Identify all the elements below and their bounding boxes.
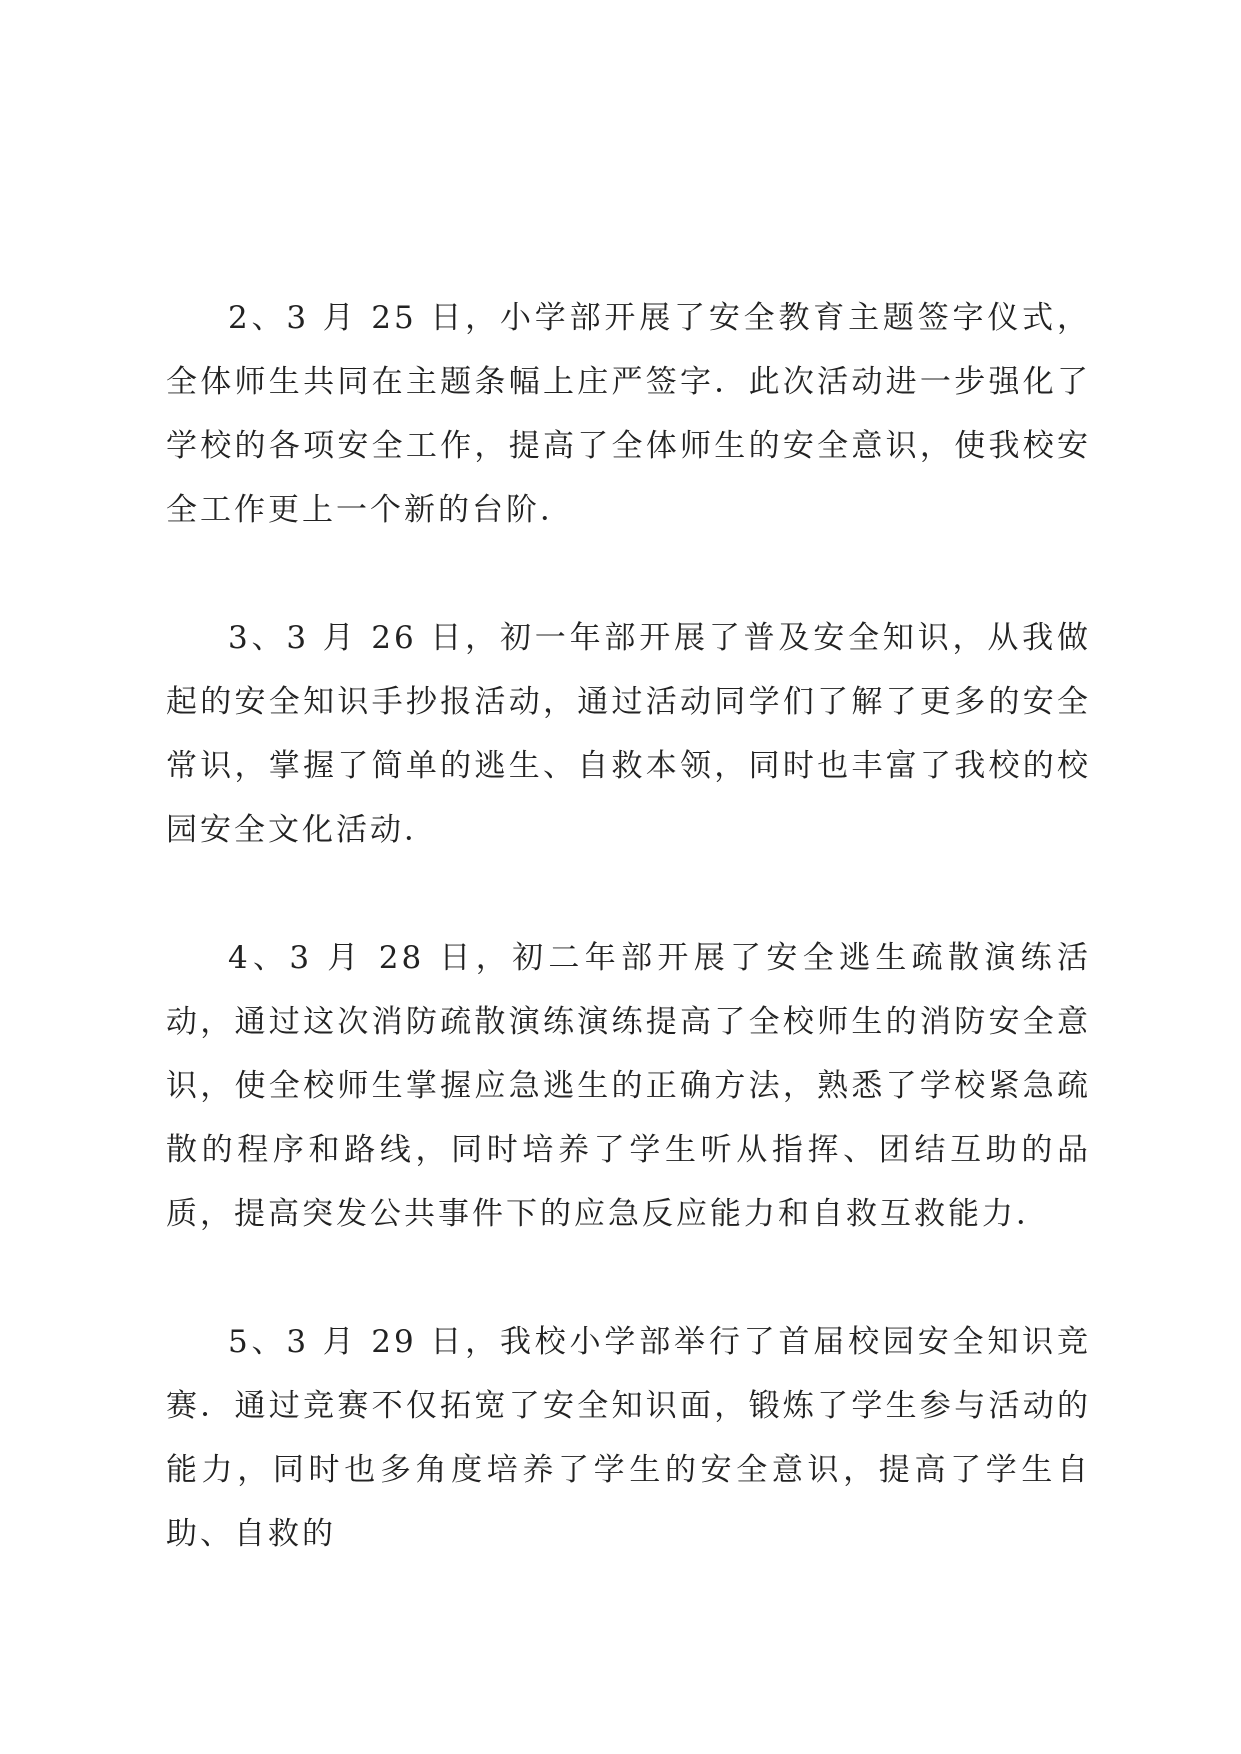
paragraph-item-5: 5、3 月 29 日，我校小学部举行了首届校园安全知识竞赛．通过竞赛不仅拓宽了安全知识面，锻炼了学生参与活动的能力，同时也多角度培养了学生的安全意识，提高了学生自助、自救的	[166, 1324, 1091, 1552]
document-body	[166, 286, 1091, 1566]
paragraph-item-2: 2、3 月 25 日，小学部开展了安全教育主题签字仪式，全体师生共同在主题条幅上庄严签字．此次活动进一步强化了学校的各项安全工作，提高了全体师生的安全意识，使我校安全工作更上一个新的台阶．	[166, 300, 1091, 528]
paragraph-item-3: 3、3 月 26 日，初一年部开展了普及安全知识，从我做起的安全知识手抄报活动，通过活动同学们了解了更多的安全常识，掌握了简单的逃生、自救本领，同时也丰富了我校的校园安全文化活动．	[166, 620, 1091, 848]
paragraph-item-4: 4、3 月 28 日，初二年部开展了安全逃生疏散演练活动，通过这次消防疏散演练演练提高了全校师生的消防安全意识，使全校师生掌握应急逃生的正确方法，熟悉了学校紧急疏散的程序和路线，同时培养了学生听从指挥、团结互助的品质，提高突发公共事件下的应急反应能力和自救互救能力．	[166, 940, 1091, 1232]
